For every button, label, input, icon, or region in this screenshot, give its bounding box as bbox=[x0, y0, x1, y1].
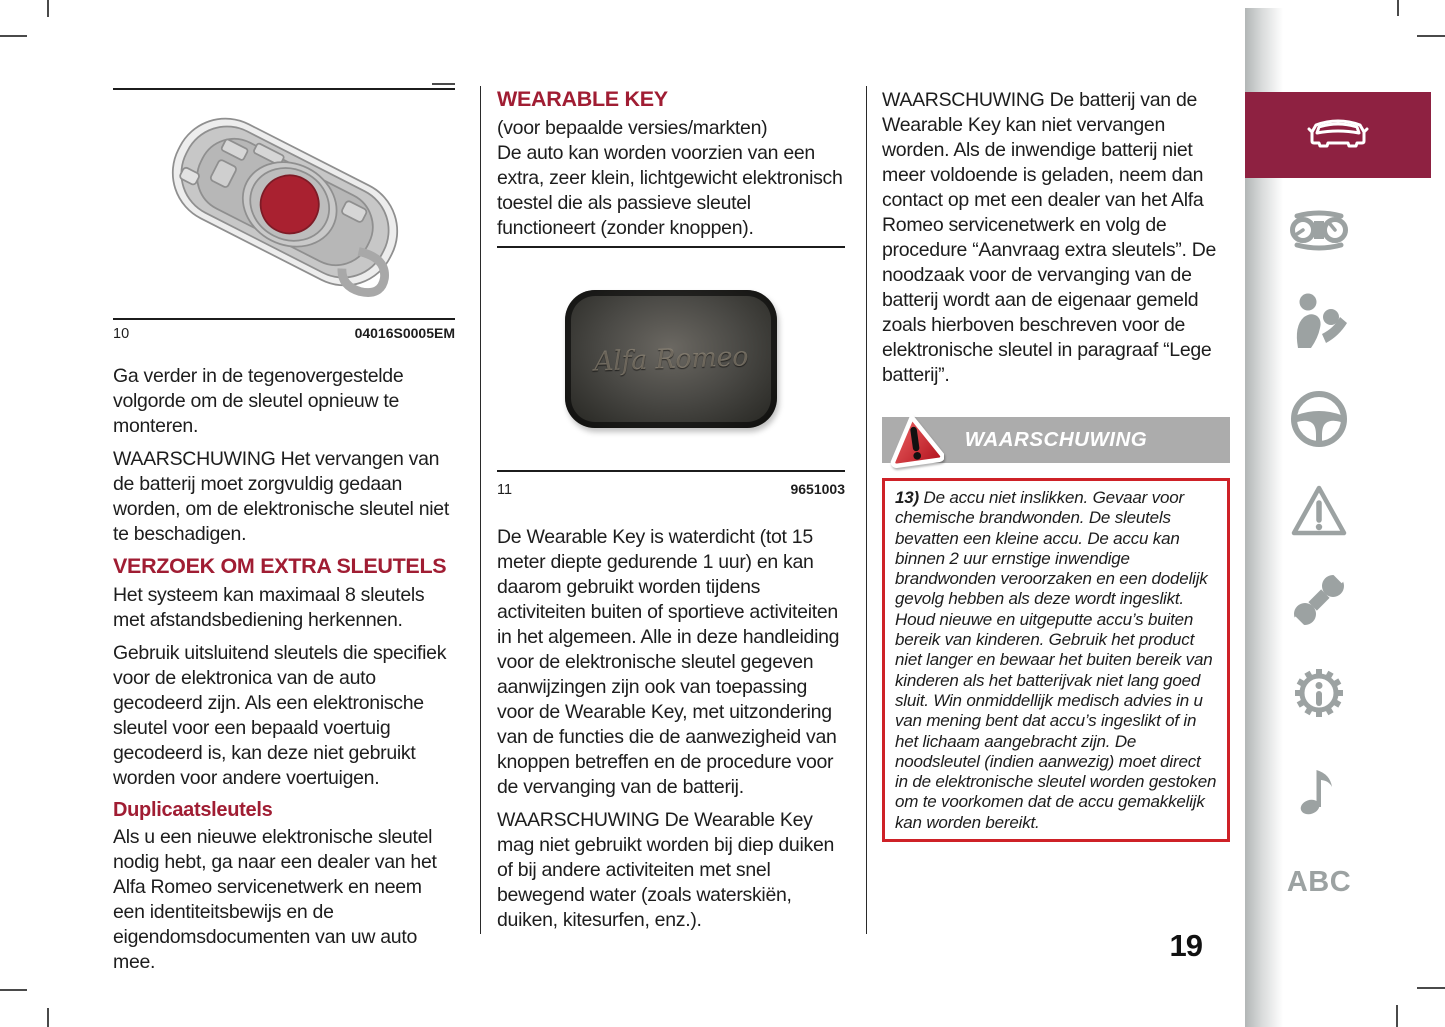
instrument-cluster-icon bbox=[1286, 207, 1352, 254]
crop-mark bbox=[1417, 987, 1445, 989]
paragraph: Gebruik uitsluitend sleutels die specifiek voor de elektronica van de auto gecodeerd zijn. Als een elektronische sleutel voor een bepaald voertuig gecodeerd is, kan deze niet gebruikt worden voor andere voertuigen. bbox=[113, 642, 447, 789]
paragraph: Het systeem kan maximaal 8 sleutels met afstandsbediening herkennen. bbox=[113, 584, 425, 631]
crop-mark bbox=[47, 0, 49, 17]
subheading-duplicate-keys: Duplicaatsleutels bbox=[113, 799, 273, 821]
warning-note-text: De accu niet inslikken. Gevaar voor chemische brandwonden. De sleutels bevatten een kleine accu. De accu kan binnen 2 uur ernstige inwendige brandwonden veroorzaken en een dodelijk gevolg hebben als deze wordt ingeslikt. Houd nieuwe en uitgeputte accu’s buiten bereik van kinderen. Gebruik het product niet langer en bewaar het buiten bereik van kinderen als het batterijvak niet lang goed sluit. Win onmiddellijk medisch advies in u van mening bent dat accu’s ingeslikt of in het lichaam aangebracht zijn. De noodsleutel (indien aanwezig) moet direct in de elektronische sleutel worden gestoken om te voorkomen dat de accu gemakkelijk kan worden bereikt. bbox=[895, 488, 1217, 832]
crop-mark bbox=[47, 1008, 49, 1027]
section-heading-extra-keys: VERZOEK OM EXTRA SLEUTELS bbox=[113, 554, 447, 578]
electronic-key-art-svg bbox=[113, 90, 455, 318]
column-divider bbox=[480, 86, 481, 934]
wearable-key-photo bbox=[497, 248, 845, 470]
crop-mark bbox=[0, 989, 27, 991]
column-divider bbox=[866, 86, 867, 934]
warning-note-box bbox=[882, 478, 1230, 842]
page-number: 19 bbox=[1169, 928, 1202, 963]
paragraph: De Wearable Key is waterdicht (tot 15 meter diepte gedurende 1 uur) en kan daarom gebruikt worden tijdens activiteiten buiten of sportieve activiteiten in het algemeen. Alle in deze handleiding voor de elektronische sleutel gegeven aanwijzingen zijn ook van toepassing voor de Wearable Key, met uitzondering van de functies die de aanwezigheid van knoppen betreffen en de procedure voor de vervanging van de batterij. bbox=[497, 526, 840, 798]
figure-number: 10 bbox=[113, 326, 130, 342]
paragraph: Als u een nieuwe elektronische sleutel nodig hebt, ga naar een dealer van het Alfa Romeo servicenetwerk en neem een identiteitsbewijs en de eigendomsdocumenten van uw auto mee. bbox=[113, 826, 437, 973]
section-heading-wearable-key: WEARABLE KEY bbox=[497, 87, 668, 111]
right-column bbox=[882, 88, 1228, 396]
abc-index-label: ABC bbox=[1286, 866, 1352, 898]
chapter-tab-vehicle-active bbox=[1245, 92, 1431, 178]
section-subheading: (voor bepaalde versies/markten) bbox=[497, 117, 768, 139]
figure-code: 04016S0005EM bbox=[354, 325, 455, 341]
wearable-key-device bbox=[565, 290, 777, 428]
warning-note-number: 13) bbox=[895, 488, 919, 507]
warning-triangle-red-icon bbox=[886, 412, 944, 473]
figure-rule-bottom bbox=[113, 318, 455, 320]
alfa-romeo-engraving: Alfa Romeo bbox=[593, 340, 749, 378]
airbag-icon bbox=[1286, 290, 1352, 348]
left-column bbox=[113, 364, 455, 983]
warning-triangle-icon bbox=[1286, 483, 1352, 539]
electronic-key-drawing bbox=[113, 90, 455, 318]
car-icon bbox=[1307, 112, 1369, 159]
figure-number: 11 bbox=[497, 482, 513, 498]
paragraph: De auto kan worden voorzien van een extra, zeer klein, lichtgewicht elektronisch toestel die als passieve sleutel functioneert (zonder knoppen). bbox=[497, 142, 843, 239]
figure-rule-bottom bbox=[497, 470, 845, 472]
paragraph: WAARSCHUWING De Wearable Key mag niet gebruikt worden bij diep duiken of bij andere activiteiten met snel bewegend water (zoals waterskiën, duiken, kitesurfen, enz.). bbox=[497, 809, 835, 931]
paragraph: WAARSCHUWING De batterij van de Wearable Key kan niet vervangen worden. Als de inwendige batterij niet meer voldoende is geladen, neem dan contact op met een dealer van het Alfa Romeo servicenetwerk en volg de procedure “Aanvraag extra sleutels”. De noodzaak voor de vervanging van de batterij wordt aan de eigenaar gemeld zoals hierboven beschreven voor de elektronische sleutel in paragraaf “Lege batterij”. bbox=[882, 89, 1217, 386]
steering-wheel-icon bbox=[1286, 388, 1352, 450]
warning-banner bbox=[882, 417, 1230, 463]
crop-mark bbox=[1396, 1005, 1398, 1027]
gear-info-icon bbox=[1286, 663, 1352, 723]
wrench-icon bbox=[1286, 570, 1352, 630]
figure-electronic-key bbox=[113, 88, 455, 342]
music-note-icon bbox=[1286, 760, 1352, 818]
crop-mark bbox=[1397, 0, 1399, 16]
middle-column bbox=[497, 88, 845, 941]
crop-mark bbox=[432, 83, 455, 85]
crop-mark bbox=[1417, 35, 1445, 37]
warning-banner-title: WAARSCHUWING bbox=[964, 428, 1148, 451]
figure-code: 9651003 bbox=[790, 481, 845, 497]
crop-mark bbox=[0, 35, 27, 37]
paragraph: Ga verder in de tegenovergestelde volgorde om de sleutel opnieuw te monteren. bbox=[113, 365, 404, 437]
paragraph: WAARSCHUWING Het vervangen van de batterij moet zorgvuldig gedaan worden, om de elektronische sleutel niet te beschadigen. bbox=[113, 448, 449, 545]
